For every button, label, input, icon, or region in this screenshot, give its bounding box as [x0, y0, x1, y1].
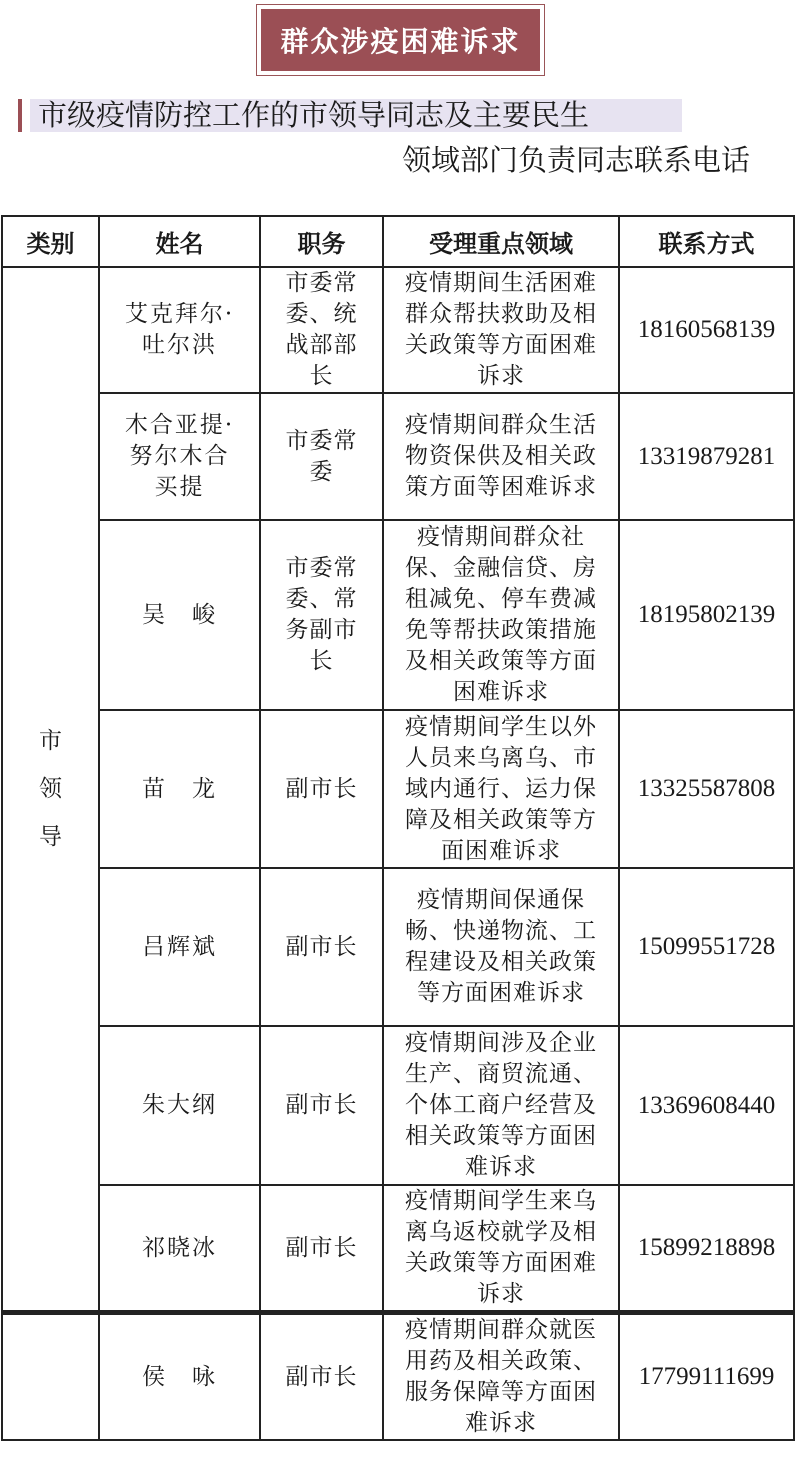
contact-name: 朱大纲: [142, 1092, 217, 1118]
contact-name: 吕辉斌: [142, 933, 217, 960]
contact-phone: 13369608440: [637, 1091, 776, 1119]
contact-phone: 15899218898: [637, 1234, 776, 1261]
contact-phone: 18160568139: [637, 316, 776, 343]
table-header-row: [2, 216, 794, 267]
banner-title: 群众涉疫困难诉求: [261, 9, 540, 71]
table-row: [2, 710, 794, 868]
contact-area: 疫情期间生活困难群众帮扶救助及相关政策等方面困难诉求: [404, 270, 597, 389]
contact-name: 吴 峻: [142, 601, 217, 628]
table-row: [2, 267, 794, 393]
heading-title-line2: 领域部门负责同志联系电话: [401, 143, 750, 177]
contact-area: 疫情期间群众就医用药及相关政策、服务保障等方面困难诉求: [404, 1317, 597, 1436]
table-row: [2, 393, 794, 520]
contact-name: 木合亚提·努尔木合买提: [124, 412, 235, 500]
contact-position: 市委常委: [285, 427, 358, 485]
header-position: 职务: [260, 216, 383, 267]
category-cell-empty: [2, 1313, 99, 1441]
contact-phone: 18195802139: [637, 601, 776, 628]
banner: [256, 4, 545, 76]
contact-name: 艾克拜尔·吐尔洪: [124, 301, 235, 358]
contact-position: 副市长: [285, 1234, 358, 1261]
contact-position: 副市长: [285, 1363, 358, 1390]
contact-name: 侯 咏: [142, 1363, 217, 1390]
contact-name: 苗 龙: [142, 775, 217, 802]
contact-area: 疫情期间学生以外人员来乌离乌、市域内通行、运力保障及相关政策等方面困难诉求: [404, 713, 597, 864]
contact-position: 副市长: [285, 775, 358, 802]
contact-name: 祁晓冰: [142, 1234, 217, 1261]
table-row: [2, 1313, 794, 1441]
contact-position: 副市长: [285, 933, 358, 960]
contact-phone: 13319879281: [637, 442, 776, 470]
contact-area: 疫情期间涉及企业生产、商贸流通、个体工商户经营及相关政策等方面困难诉求: [404, 1030, 597, 1180]
contact-position: 副市长: [285, 1092, 358, 1118]
heading-accent-bar: [18, 99, 22, 132]
contact-position: 市委常委、统战部部长: [285, 270, 358, 389]
contact-phone: 15099551728: [637, 933, 776, 960]
category-label: 市领导: [38, 728, 62, 850]
contact-area: 疫情期间学生来乌离乌返校就学及相关政策等方面困难诉求: [404, 1188, 597, 1307]
contacts-table: [1, 215, 795, 1441]
category-cell: [2, 267, 99, 1313]
table-row: [2, 1185, 794, 1313]
table-row: [2, 1026, 794, 1185]
table-row: [2, 520, 794, 710]
contact-position: 市委常委、常务副市长: [285, 555, 358, 674]
contact-phone: 17799111699: [638, 1363, 775, 1390]
contact-area: 疫情期间保通保畅、快递物流、工程建设及相关政策等方面困难诉求: [404, 887, 597, 1006]
header-name: 姓名: [99, 216, 260, 267]
table-row: [2, 868, 794, 1026]
contact-phone: 13325587808: [637, 775, 776, 802]
contact-area: 疫情期间群众生活物资保供及相关政策方面等困难诉求: [404, 412, 597, 500]
contact-area: 疫情期间群众社保、金融信贷、房租减免、停车费减免等帮扶政策措施及相关政策等方面困难诉求: [404, 524, 597, 705]
header-category: 类别: [2, 216, 99, 267]
header-area: 受理重点领域: [383, 216, 619, 267]
heading-title-line1: 市级疫情防控工作的市领导同志及主要民生: [30, 99, 682, 132]
header-contact: 联系方式: [619, 216, 794, 267]
